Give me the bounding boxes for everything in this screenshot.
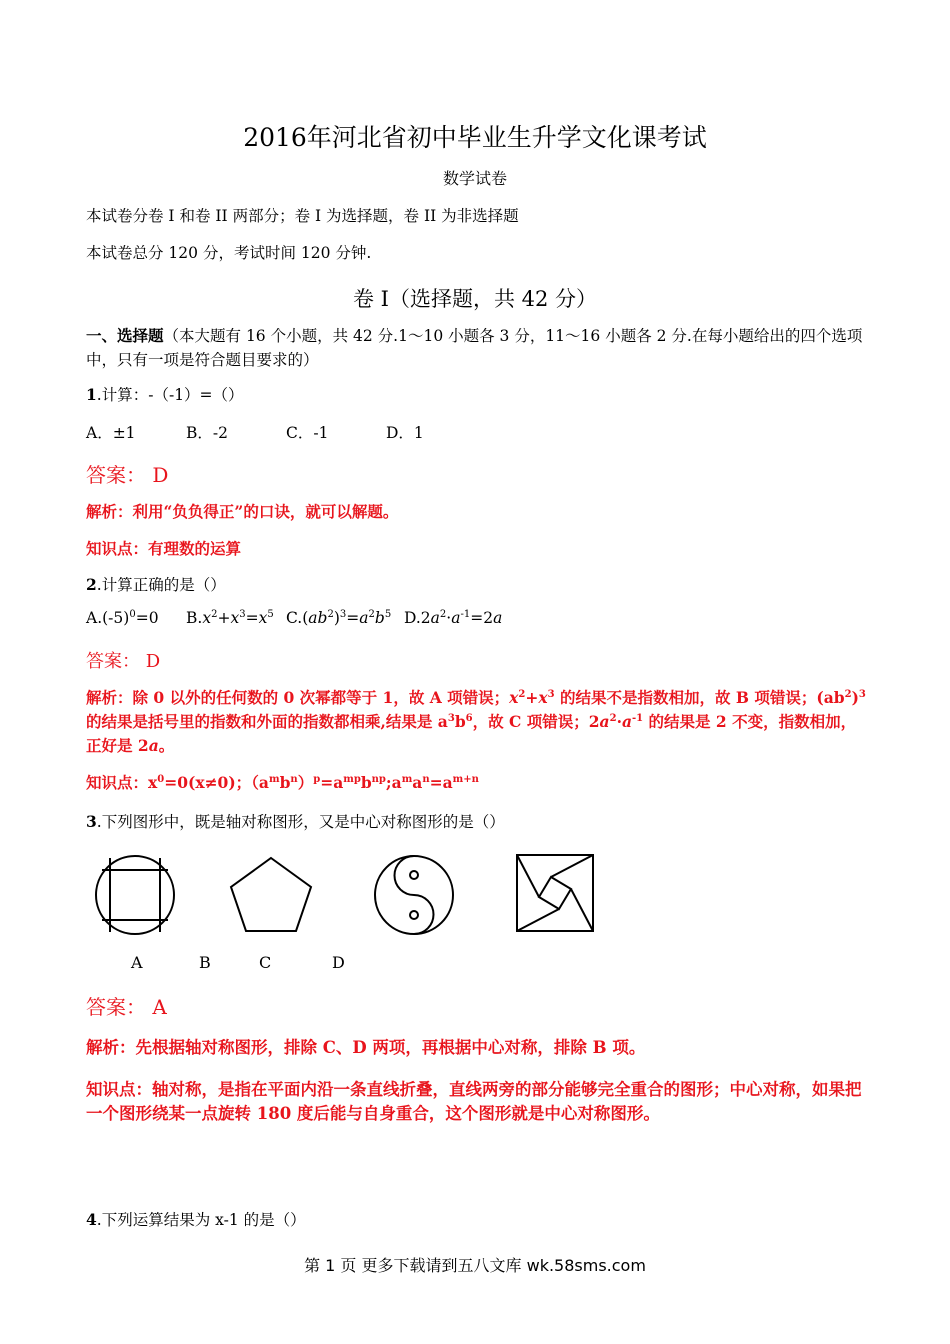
option-a: $A.(-5)^0=0$ [86, 608, 159, 627]
option-d: $D.2a^2\cdot a^{-1}=2a$ [404, 608, 503, 627]
question-1-options [86, 421, 424, 443]
knowledge-2: 知识点：$x^0=0(x\ne 0)$；$(a^mb^n)^p=a^{mp}b^{np};a^ma^n=a^{m+n}$ [86, 773, 479, 792]
figure-d [515, 853, 595, 933]
answer-2: 答案： D [86, 651, 161, 672]
figure-label-b: B [199, 953, 211, 972]
question-4 [86, 1208, 306, 1230]
question-1 [86, 383, 244, 405]
analysis-2: 解析：除 0 以外的任何数的 0 次幂都等于 1，故 A 项错误；$x^2+x^3$ 的结果不是指数相加，故 B 项错误；$(ab^2)^3$ 的结果是括号里的指数和外面的指数都相乘,结果是 $a^3b^6$，故 C 项错误；$2a^2\cdot a^{-1}$ 的结果是 2 不变，指数相加，正好是 2a。 [86, 688, 866, 755]
question-number: 3 [86, 812, 97, 831]
question-number: 2 [86, 575, 97, 594]
figure-label-a: A [131, 953, 143, 972]
intro-line-1: 本试卷分卷 I 和卷 II 两部分；卷 I 为选择题，卷 II 为非选择题 [86, 207, 519, 225]
question-3 [86, 810, 505, 832]
option-b: B．-2 [186, 424, 228, 442]
answer-1: 答案： D [86, 463, 169, 487]
question-number: 4 [86, 1210, 97, 1229]
question-stem: .下列运算结果为 x-1 的是（） [96, 1211, 306, 1229]
figure-label-c: C [259, 953, 272, 972]
answer-3: 答案： A [86, 995, 167, 1019]
page-footer: 第 1 页 更多下载请到五八文库 wk.58sms.com [304, 1256, 646, 1275]
analysis-1: 解析：利用“负负得正”的口诀，就可以解题。 [86, 502, 399, 521]
question-stem: .下列图形中，既是轴对称图形，又是中心对称图形的是（） [96, 813, 505, 831]
question-stem: .计算正确的是（） [96, 576, 226, 594]
intro-line-2: 本试卷总分 120 分，考试时间 120 分钟. [86, 244, 372, 262]
page-subtitle: 数学试卷 [442, 169, 507, 188]
knowledge-3: 知识点：轴对称，是指在平面内沿一条直线折叠，直线两旁的部分能够完全重合的图形；中心对称，如果把一个图形绕某一点旋转 180 度后能与自身重合，这个图形就是中心对称图形。 [86, 1080, 862, 1123]
section-title: 卷 I（选择题，共 42 分） [352, 287, 598, 311]
knowledge-1: 知识点：有理数的运算 [86, 539, 242, 558]
question-stem: .计算：-（-1）=（） [96, 386, 244, 404]
question-2-options [86, 609, 502, 627]
figure-label-d: D [332, 953, 345, 972]
option-b: $B.x^2+x^3=x^5$ [186, 608, 274, 627]
option-c: C．-1 [286, 424, 329, 442]
question-2 [86, 573, 226, 595]
option-a: A．±1 [86, 424, 136, 442]
figure-c [372, 853, 456, 937]
section-heading-desc: （本大题有 16 个小题，共 42 分.1～10 小题各 3 分，11～16 小题各 2 分.在每小题给出的四个选项中，只有一项是符合题目要求的） [86, 327, 863, 369]
option-c: $C.(ab^2)^3=a^2b^5$ [286, 608, 392, 627]
question-number: 1 [86, 385, 97, 404]
section-heading-label: 一、选择题 [86, 326, 164, 345]
analysis-3: 解析：先根据轴对称图形，排除 C、D 两项，再根据中心对称，排除 B 项。 [86, 1038, 646, 1057]
figure-b [226, 853, 316, 937]
figure-a [93, 853, 177, 937]
page-title: 2016年河北省初中毕业生升学文化课考试 [243, 123, 707, 152]
option-d: D．1 [386, 424, 424, 442]
section-heading [86, 324, 866, 372]
